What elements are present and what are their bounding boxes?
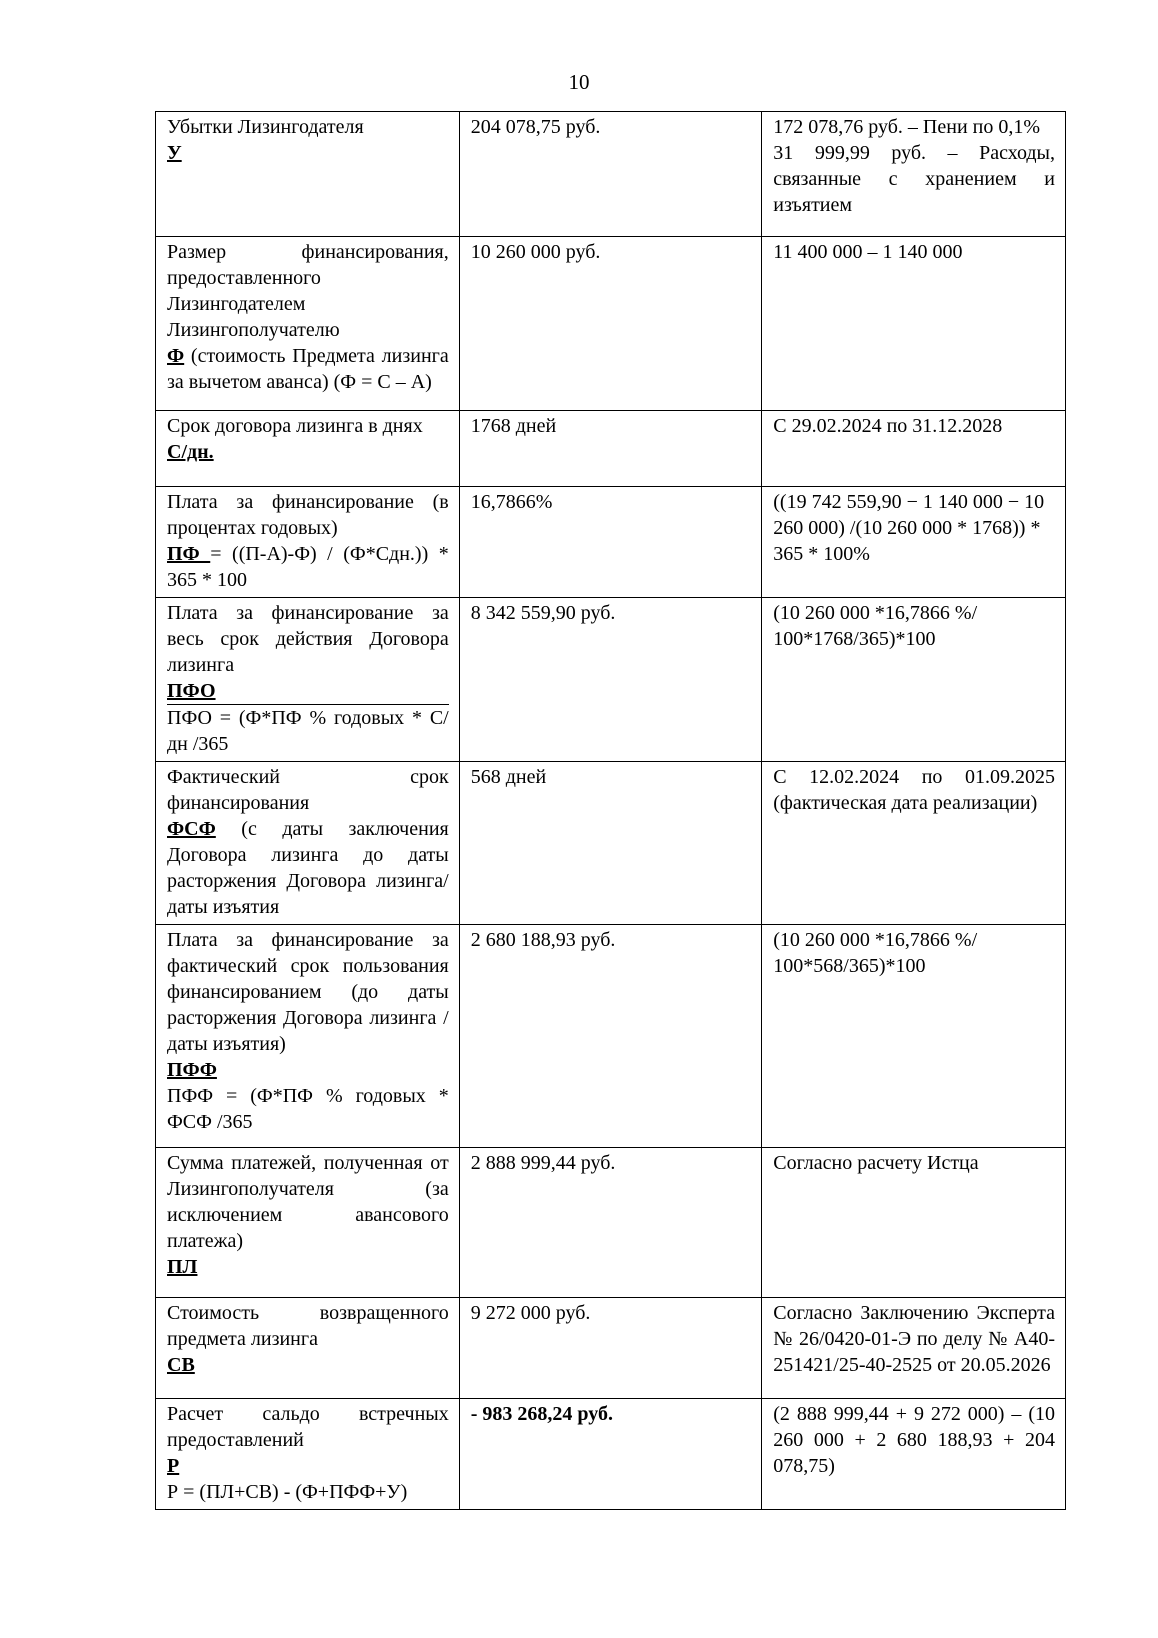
table-row bbox=[156, 1399, 1066, 1510]
row-value: 1768 дней bbox=[470, 415, 557, 437]
row-label: Плата за финансирование за весь срок действия Договора лизинга bbox=[167, 602, 449, 676]
row-abbreviation: Ф bbox=[167, 345, 185, 367]
row-abbreviation: СВ bbox=[167, 1354, 195, 1376]
row-label: Размер финансирования, предоставленного Лизингодателем Лизингополучателю bbox=[167, 241, 449, 341]
table-row bbox=[156, 112, 1066, 237]
row-label-cell bbox=[156, 1399, 460, 1510]
row-note: С 29.02.2024 по 31.12.2028 bbox=[773, 415, 1003, 437]
row-value-cell bbox=[459, 1298, 762, 1399]
row-value-cell bbox=[459, 112, 762, 237]
row-note: 11 400 000 – 1 140 000 bbox=[773, 241, 963, 263]
row-label-cell bbox=[156, 237, 460, 411]
row-value: 2 888 999,44 руб. bbox=[470, 1152, 616, 1174]
row-note-cell bbox=[762, 1298, 1066, 1399]
row-value: 10 260 000 руб. bbox=[470, 241, 601, 263]
row-note-cell bbox=[762, 487, 1066, 598]
row-value-cell bbox=[459, 1148, 762, 1298]
row-formula: ПФФ = (Ф*ПФ % годовых * ФСФ /365 bbox=[167, 1085, 449, 1133]
row-abbreviation-line bbox=[167, 678, 449, 705]
row-value: 16,7866% bbox=[470, 491, 553, 513]
row-value-cell bbox=[459, 762, 762, 925]
row-abbreviation: ПЛ bbox=[167, 1256, 198, 1278]
row-abbreviation-note: (стоимость Предмета лизинга за вычетом аванса) (Ф = С – А) bbox=[167, 345, 449, 393]
row-label-cell bbox=[156, 411, 460, 487]
row-label-cell bbox=[156, 487, 460, 598]
row-value-cell bbox=[459, 487, 762, 598]
row-label-cell bbox=[156, 112, 460, 237]
row-value: - 983 268,24 руб. bbox=[470, 1403, 613, 1425]
row-note-cell bbox=[762, 762, 1066, 925]
row-formula: = ((П-А)-Ф) / (Ф*Сдн.)) * 365 * 100 bbox=[167, 543, 449, 591]
row-label-cell bbox=[156, 598, 460, 762]
row-label: Плата за финансирование (в процентах годовых) bbox=[167, 491, 449, 539]
row-abbreviation: У bbox=[167, 142, 182, 164]
row-note: С 12.02.2024 по 01.09.2025 (фактическая дата реализации) bbox=[773, 766, 1055, 814]
table-row bbox=[156, 925, 1066, 1148]
row-formula: Р = (ПЛ+СВ) - (Ф+ПФФ+У) bbox=[167, 1481, 408, 1503]
row-value-cell bbox=[459, 598, 762, 762]
row-note: (2 888 999,44 + 9 272 000) – (10 260 000 + 2 680 188,93 + 204 078,75) bbox=[773, 1403, 1055, 1477]
row-label: Плата за финансирование за фактический срок пользования финансированием (до даты расторжения Договора лизинга /даты изъятия) bbox=[167, 929, 449, 1055]
row-note-cell bbox=[762, 1399, 1066, 1510]
row-note: (10 260 000 *16,7866 %/ 100*1768/365)*100 bbox=[773, 602, 978, 650]
row-abbreviation-note: (с даты заключения Договора лизинга до даты расторжения Договора лизинга/ даты изъятия bbox=[167, 818, 449, 918]
row-value-cell bbox=[459, 925, 762, 1148]
row-note: 172 078,76 руб. – Пени по 0,1% 31 999,99 руб. – Расходы, связанные с хранением и изъятием bbox=[773, 116, 1055, 216]
table-row bbox=[156, 762, 1066, 925]
table-row bbox=[156, 487, 1066, 598]
row-abbreviation: ПФ bbox=[167, 543, 211, 565]
row-label-cell bbox=[156, 762, 460, 925]
row-label: Расчет сальдо встречных предоставлений bbox=[167, 1403, 449, 1451]
row-label: Стоимость возвращенного предмета лизинга bbox=[167, 1302, 449, 1350]
table-row bbox=[156, 1298, 1066, 1399]
calculation-table bbox=[155, 111, 1066, 1510]
row-label-cell bbox=[156, 1298, 460, 1399]
table-row bbox=[156, 1148, 1066, 1298]
row-abbreviation: С/дн. bbox=[167, 441, 214, 463]
row-value: 204 078,75 руб. bbox=[470, 116, 601, 138]
row-value-cell bbox=[459, 1399, 762, 1510]
table-row bbox=[156, 411, 1066, 487]
row-note: Согласно расчету Истца bbox=[773, 1152, 979, 1174]
row-abbreviation: ФСФ bbox=[167, 818, 216, 840]
row-value-cell bbox=[459, 237, 762, 411]
table-row bbox=[156, 598, 1066, 762]
row-note-cell bbox=[762, 925, 1066, 1148]
row-label: Срок договора лизинга в днях bbox=[167, 415, 423, 437]
row-label-cell bbox=[156, 925, 460, 1148]
row-note-cell bbox=[762, 411, 1066, 487]
row-note-cell bbox=[762, 598, 1066, 762]
row-formula: ПФО = (Ф*ПФ % годовых * С/дн /365 bbox=[167, 707, 449, 755]
row-note: Согласно Заключению Эксперта № 26/0420-01-Э по делу № А40-251421/25-40-2525 от 20.05.2026 bbox=[773, 1302, 1055, 1376]
row-abbreviation: Р bbox=[167, 1455, 180, 1477]
row-note-cell bbox=[762, 1148, 1066, 1298]
row-note-cell bbox=[762, 112, 1066, 237]
row-abbreviation: ПФФ bbox=[167, 1059, 217, 1081]
row-value-cell bbox=[459, 411, 762, 487]
row-note: ((19 742 559,90 − 1 140 000 − 10 260 000) /(10 260 000 * 1768)) * 365 * 100% bbox=[773, 491, 1045, 565]
row-label: Фактический срок финансирования bbox=[167, 766, 449, 814]
row-label-cell bbox=[156, 1148, 460, 1298]
page-number: 10 bbox=[568, 70, 590, 94]
row-label: Убытки Лизингодателя bbox=[167, 116, 364, 138]
row-note: (10 260 000 *16,7866 %/ 100*568/365)*100 bbox=[773, 929, 978, 977]
row-label: Сумма платежей, полученная от Лизингополучателя (за исключением авансового платежа) bbox=[167, 1152, 449, 1252]
row-value: 568 дней bbox=[470, 766, 547, 788]
row-note-cell bbox=[762, 237, 1066, 411]
row-value: 8 342 559,90 руб. bbox=[470, 602, 616, 624]
row-value: 9 272 000 руб. bbox=[470, 1302, 591, 1324]
row-value: 2 680 188,93 руб. bbox=[470, 929, 616, 951]
table-row bbox=[156, 237, 1066, 411]
row-abbreviation: ПФО bbox=[167, 680, 216, 702]
